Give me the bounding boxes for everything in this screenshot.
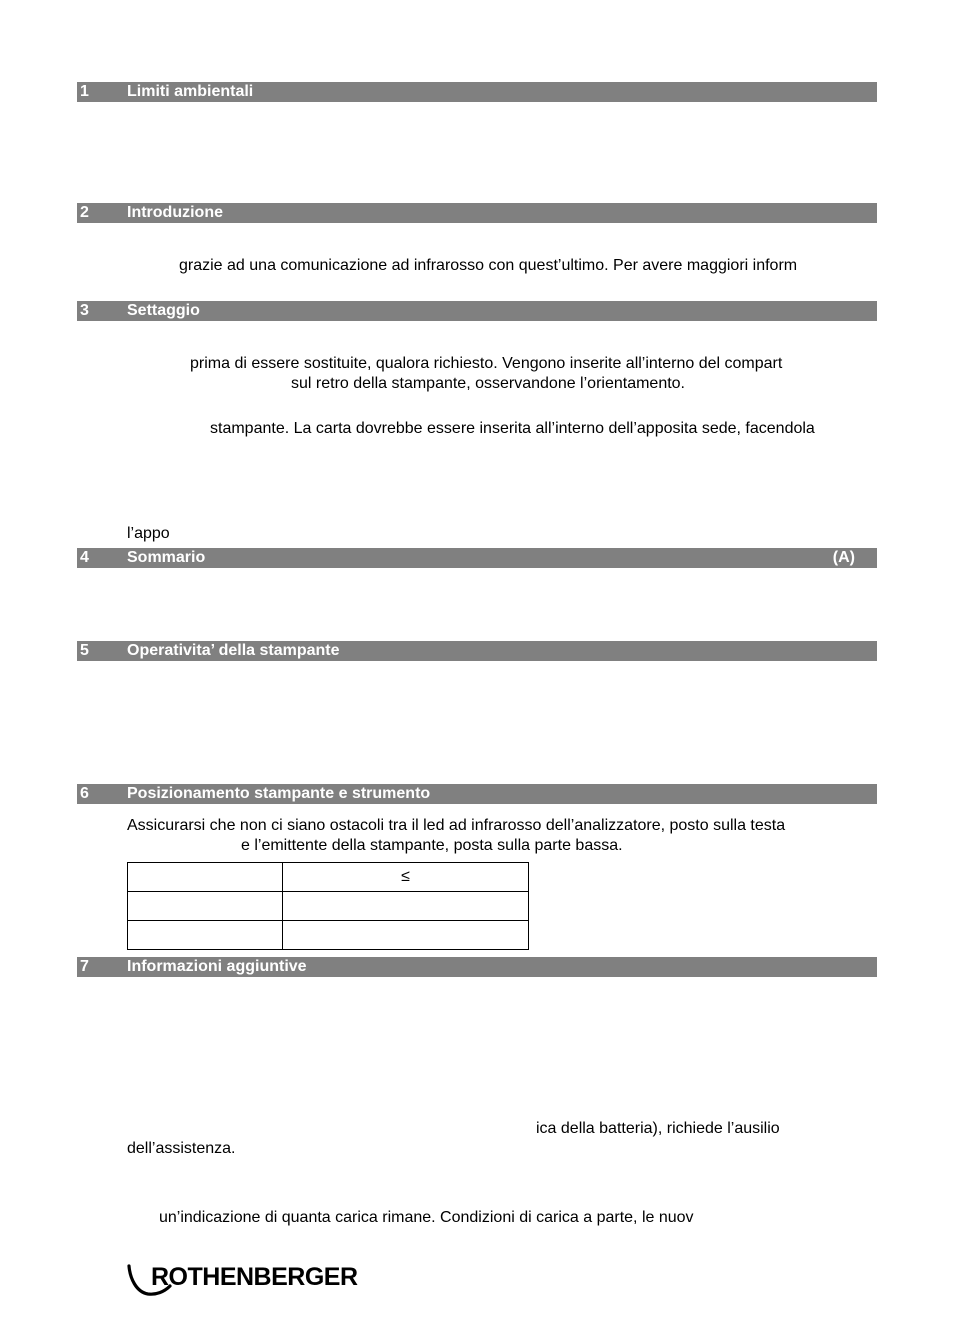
table-cell (128, 921, 283, 950)
positioning-text-2: e l’emittente della stampante, posta sulla parte bassa. (241, 837, 623, 854)
section-header-5 (77, 641, 877, 661)
info-text-3: un’indicazione di quanta carica rimane. Condizioni di carica a parte, le nuov (159, 1209, 694, 1226)
section-number: 3 (80, 302, 89, 319)
section-header-7 (77, 957, 877, 977)
section-title: Informazioni aggiuntive (127, 958, 307, 975)
rothenberger-logo (126, 1262, 366, 1298)
section-tag: (A) (832, 549, 855, 566)
setup-text-4: l’appo (127, 525, 170, 542)
section-number: 1 (80, 83, 89, 100)
section-number: 7 (80, 958, 89, 975)
table-cell (283, 921, 529, 950)
setup-text-1: prima di essere sostituite, qualora richiesto. Vengono inserite all’interno del compart (190, 355, 783, 372)
table-cell: ≤ (283, 863, 529, 892)
section-header-1 (77, 82, 877, 102)
setup-text-3: stampante. La carta dovrebbe essere inserita all’interno dell’apposita sede, facendola (210, 420, 815, 437)
section-header-2 (77, 203, 877, 223)
section-title: Introduzione (127, 204, 223, 221)
logo-wordmark: ROTHENBERGER (151, 1263, 358, 1291)
spec-table (127, 862, 529, 950)
table-row (128, 921, 529, 950)
table-cell (128, 892, 283, 921)
table-cell (128, 863, 283, 892)
info-text-2: dell’assistenza. (127, 1140, 236, 1157)
section-title: Sommario (127, 549, 206, 566)
section-number: 2 (80, 204, 89, 221)
intro-text: grazie ad una comunicazione ad infrarosso con quest’ultimo. Per avere maggiori inform (179, 257, 798, 274)
section-title: Settaggio (127, 302, 200, 319)
info-text-1: ica della batteria), richiede l’ausilio (536, 1120, 780, 1137)
section-number: 5 (80, 642, 89, 659)
table-cell (283, 892, 529, 921)
section-title: Posizionamento stampante e strumento (127, 785, 431, 802)
table-row (128, 863, 529, 892)
section-title: Limiti ambientali (127, 83, 254, 100)
positioning-text-1: Assicurarsi che non ci siano ostacoli tra il led ad infrarosso dell’analizzatore, posto sulla testa (127, 817, 786, 834)
section-title: Operativita’ della stampante (127, 642, 340, 659)
section-header-6 (77, 784, 877, 804)
section-header-3 (77, 301, 877, 321)
setup-text-2: sul retro della stampante, osservandone l’orientamento. (291, 375, 685, 392)
section-number: 6 (80, 785, 89, 802)
table-row (128, 892, 529, 921)
section-header-4 (77, 548, 877, 568)
section-number: 4 (80, 549, 89, 566)
